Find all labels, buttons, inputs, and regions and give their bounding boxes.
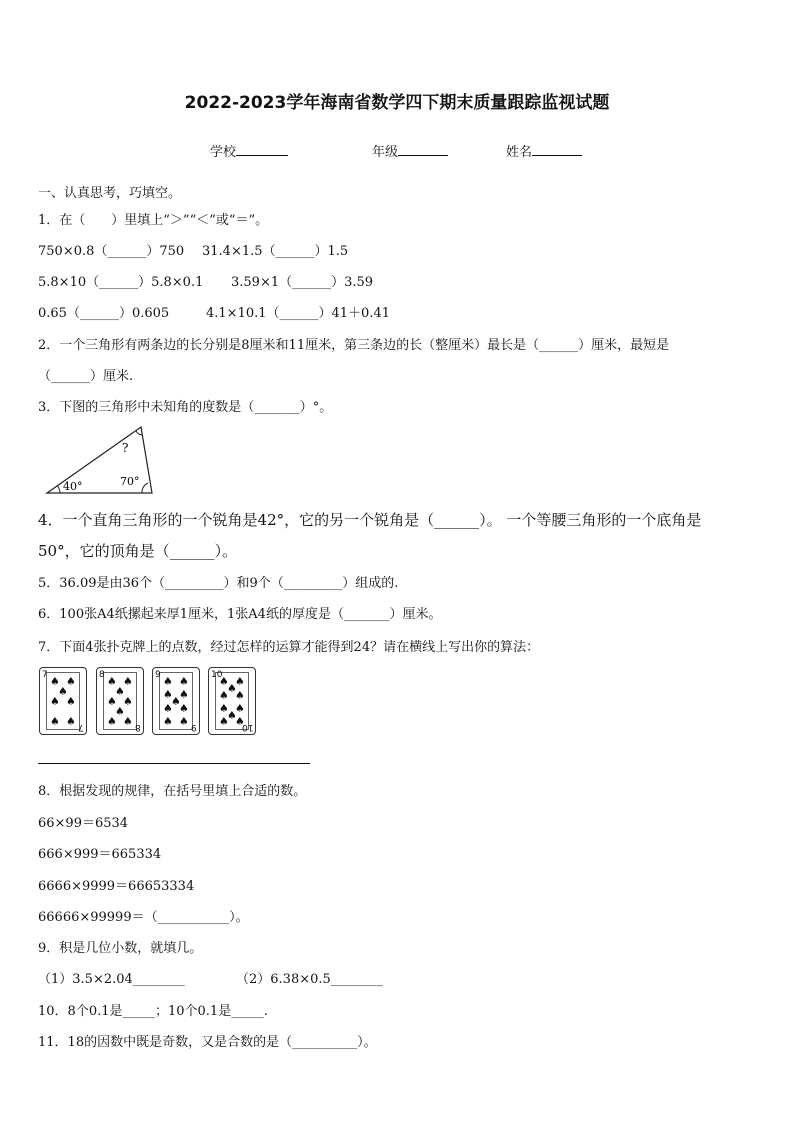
q9-part1: （1）3.5×2.04________ [38, 972, 185, 987]
q2-line1: 2．一个三角形有两条边的长分别是8厘米和11厘米，第三条边的长（整厘米）最长是（______）厘米，最短是 [38, 338, 670, 353]
page-title: 2022-2023学年海南省数学四下期末质量跟踪监视试题 [184, 93, 610, 113]
playing-card-9: 9 9 ♠ ♠ ♠ ♠ ♠ ♠ ♠ ♠ ♠ [152, 667, 200, 735]
q8-stem: 8．根据发现的规律，在括号里填上合适的数。 [38, 784, 307, 799]
q3-stem: 3．下图的三角形中未知角的度数是（_______）°。 [38, 400, 333, 415]
q11-text: 11．18的因数中既是奇数，又是合数的是（__________）。 [38, 1035, 377, 1050]
q7-answer-line[interactable] [38, 763, 310, 764]
card-rank-top: 8 [99, 670, 105, 680]
name-field [506, 141, 582, 160]
card-rank-top: 9 [155, 670, 161, 680]
q1-row3-a: 0.65（______）0.605 [38, 306, 170, 321]
q9-part2: （2）6.38×0.5________ [236, 972, 383, 987]
playing-card-8: 8 8 ♠ ♠ ♠ ♠ ♠ ♠ ♠ ♠ [96, 667, 144, 735]
grade-label: 年级 [372, 145, 399, 160]
q8-line1: 66×99＝6534 [38, 816, 129, 831]
q7-stem: 7．下面4张扑克牌上的点数，经过怎样的运算才能得到24？请在横线上写出你的算法： [38, 640, 540, 655]
angle-arc-right [142, 483, 148, 493]
card-rank-top: 7 [42, 670, 48, 680]
playing-card-10: 10 10 ♠ ♠ ♠ ♠ ♠ ♠ ♠ ♠ ♠ ♠ [208, 667, 256, 735]
q1-row2-a: 5.8×10（______）5.8×0.1 [38, 275, 204, 290]
q6-text: 6．100张A4纸摞起来厚1厘米，1张A4纸的厚度是（_______）厘米。 [38, 607, 442, 622]
angle-label-70: 70° [120, 475, 140, 488]
name-blank[interactable] [532, 143, 582, 156]
angle-label-unknown: ? [122, 441, 129, 455]
school-label: 学校 [210, 145, 237, 160]
q1-row1-a: 750×0.8（______）750 [38, 244, 185, 259]
triangle-figure [44, 424, 156, 496]
section-heading: 一、认真思考，巧填空。 [38, 186, 182, 201]
angle-arc-left [58, 486, 60, 493]
card-rank-bottom: 9 [191, 722, 197, 732]
card-rank-bottom: 10 [241, 722, 253, 732]
q4-line1: 4．一个直角三角形的一个锐角是42°，它的另一个锐角是（______）。 一个等腰三角形的一个底角是 [38, 511, 702, 529]
q8-line3: 6666×9999＝66653334 [38, 879, 195, 894]
q1-row3-b: 4.1×10.1（______）41＋0.41 [206, 306, 390, 321]
q1-stem: 1．在（ ）里填上“＞”“＜”或“＝”。 [38, 213, 269, 228]
q1-row1-b: 31.4×1.5（______）1.5 [202, 244, 349, 259]
school-blank[interactable] [236, 143, 288, 156]
grade-blank[interactable] [398, 143, 448, 156]
q9-stem: 9．积是几位小数，就填几。 [38, 941, 203, 956]
q10-text: 10．8个0.1是_____；10个0.1是_____. [38, 1004, 268, 1019]
playing-card-7: 7 7 ♠ ♠ ♠ ♠ ♠ ♠ ♠ [39, 667, 87, 735]
grade-field [372, 141, 448, 160]
name-label: 姓名 [506, 145, 533, 160]
card-rank-top: 10 [211, 670, 223, 680]
q5-text: 5．36.09是由36个（_________）和9个（_________）组成的. [38, 576, 399, 591]
card-rank-bottom: 7 [78, 722, 84, 732]
q2-line2: （______）厘米. [38, 369, 134, 384]
angle-label-40: 40° [63, 480, 83, 493]
card-rank-bottom: 8 [135, 722, 141, 732]
q4-line2: 50°，它的顶角是（______）。 [38, 542, 238, 560]
school-field [210, 141, 288, 160]
q8-line4: 66666×99999＝（___________）。 [38, 910, 249, 925]
q1-row2-b: 3.59×1（______）3.59 [231, 275, 374, 290]
q8-line2: 666×999＝665334 [38, 847, 162, 862]
